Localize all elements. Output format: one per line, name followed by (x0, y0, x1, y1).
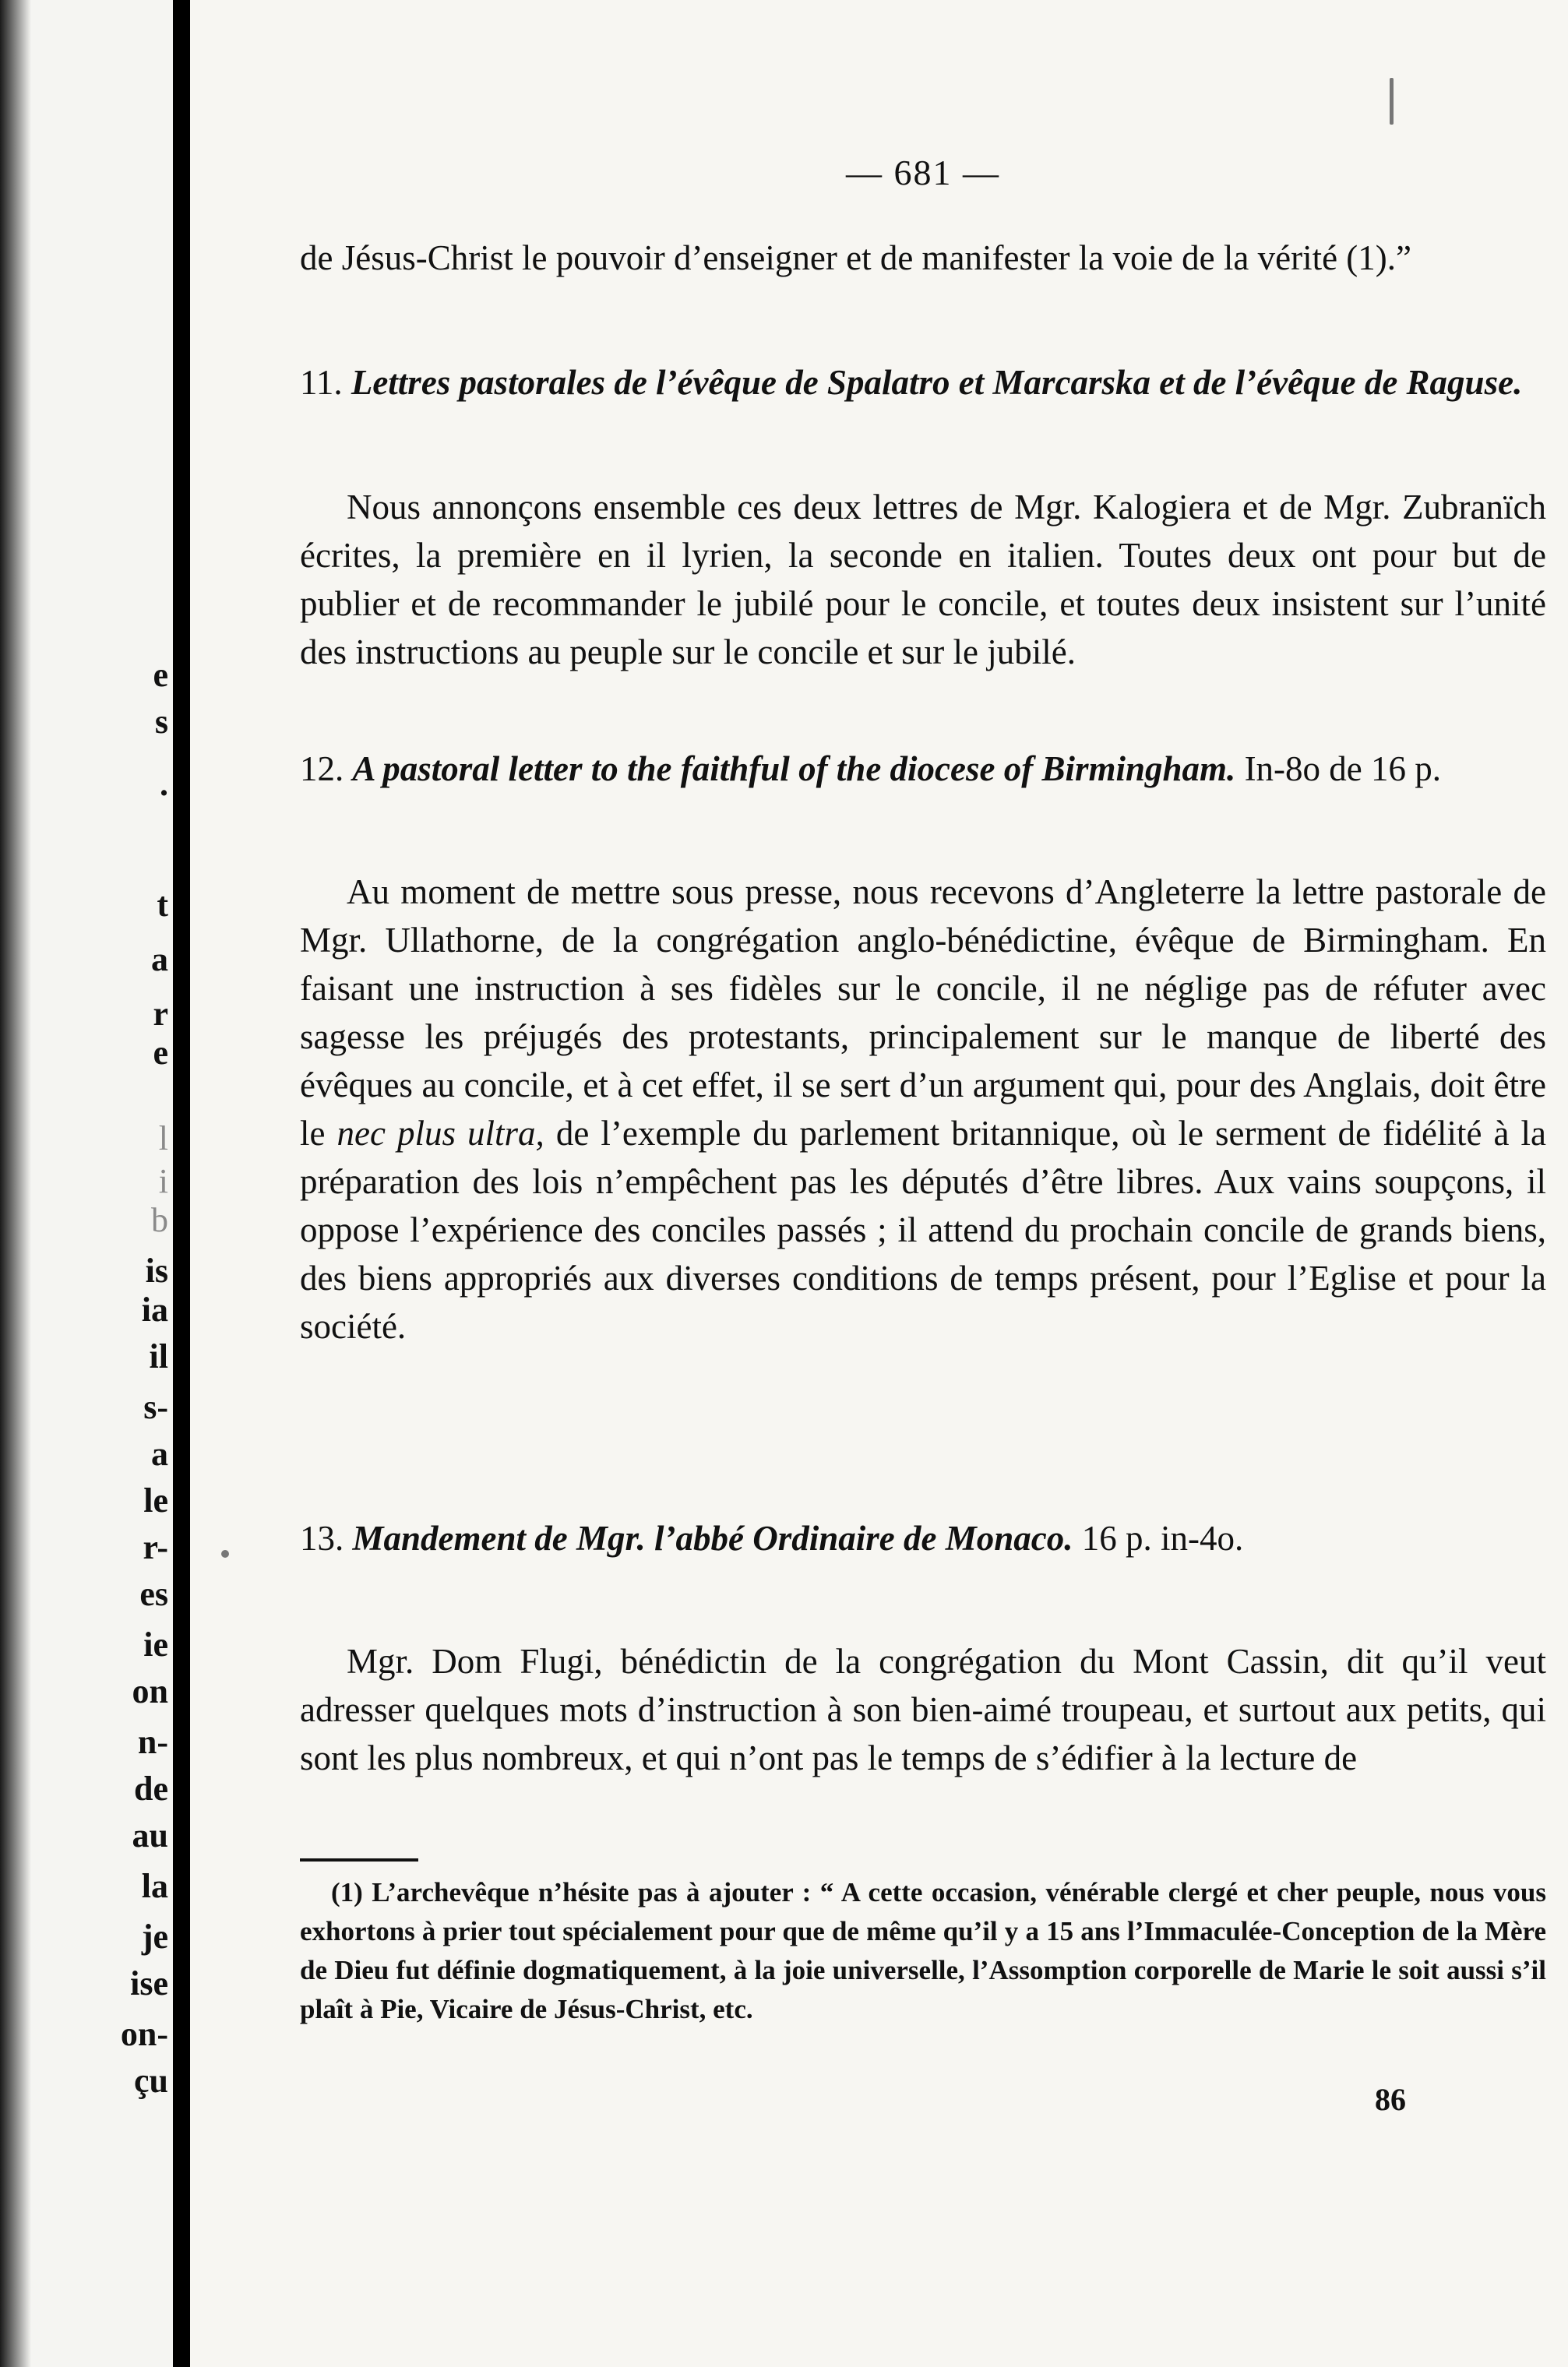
heading-item-13 (300, 1514, 1546, 1562)
footnote: (1) L’archevêque n’hésite pas à ajouter : “ A cette occasion, vénérable clergé et cher peuple, nous vous exhortons à prier tout spécialement pour que de même qu’il y a 15 ans l’Immaculée-Conception de la Mère de Dieu fut définie dogmatiquement, à la joie universelle, l’Assomption corporelle de Marie le soit aussi s’il plaît à Pie, Vicaire de Jésus-Christ, etc. (300, 1877, 1546, 2024)
item-title: Lettres pastorales de l’évêque de Spalatro et Marcarska et de l’évêque de Raguse. (351, 363, 1523, 402)
left-page-fragment: t (157, 886, 168, 924)
left-page-fragment: ise (130, 1964, 168, 2002)
left-page-fragment: ia (141, 1291, 168, 1329)
item-title: Mandement de Mgr. l’abbé Ordinaire de Monaco. (352, 1519, 1073, 1558)
left-page-fragment: au (132, 1816, 168, 1855)
left-page-fragment: is (145, 1252, 168, 1290)
left-page-fragment: de (134, 1770, 168, 1808)
left-page-fragment: a (151, 940, 168, 978)
item-format: 16 p. in-4o. (1073, 1519, 1244, 1558)
left-page-fragment: ie (143, 1626, 168, 1664)
page-number: — 681 — (846, 153, 1000, 192)
item-number: 12. (300, 749, 344, 788)
left-page-fragment: . (160, 765, 168, 803)
book-gutter (173, 0, 190, 2367)
left-page-fragment: b (151, 1201, 168, 1239)
heading-item-11 (300, 358, 1546, 407)
left-page-shadow (0, 0, 31, 2367)
scan-speck (221, 1550, 229, 1558)
left-page-fragment: l (158, 1119, 168, 1157)
paragraph-flugi: Mgr. Dom Flugi, bénédictin de la congrégation du Mont Cassin, dit qu’il veut adresser quelques mots d’instruction à son bien-aimé troupeau, et surtout aux petits, qui sont les plus nombreux, et qui n’ont pas le temps de s’édifier à la lecture de (300, 1642, 1546, 1777)
left-page-fragment: r (153, 995, 168, 1033)
left-page-fragment: la (141, 1867, 168, 1905)
left-page-fragment: le (143, 1481, 168, 1520)
latin-phrase: nec plus ultra, (337, 1114, 544, 1153)
item-number: 11. (300, 363, 343, 402)
left-page-fragment: on- (120, 2015, 168, 2053)
scan-speck (1390, 78, 1394, 125)
left-page-fragment: e (153, 656, 168, 694)
heading-item-12 (300, 745, 1546, 793)
left-page-fragment: n- (137, 1723, 168, 1761)
paragraph-kalogiera: Nous annonçons ensemble ces deux lettres de Mgr. Kalogiera et de Mgr. Zubranïch écrites, la première en il lyrien, la seconde en italien. Toutes deux ont pour but de publier et de recommander le jubilé pour le concile, et toutes deux insistent sur l’unité des instructions au peuple sur le concile et sur le jubilé. (300, 488, 1546, 671)
left-page-fragment: s- (143, 1388, 168, 1426)
left-page-fragment: es (139, 1575, 168, 1613)
left-page-fragment: il (149, 1337, 168, 1375)
item-number: 13. (300, 1519, 344, 1558)
paragraph-ullathorne: Au moment de mettre sous presse, nous recevons d’Angleterre la lettre pastorale de Mgr. Ullathorne, de la congrégation anglo-bénédictine, évêque de Birmingham. En faisant une instruction à ses fidèles sur le concile, il ne néglige pas de réfuter avec sagesse les préjugés des protestants, principalement sur le manque de liberté des évêques au concile, et à cet effet, il se sert d’un argument qui, pour des Anglais, doit être le nec plus ultra, de l’exemple du parlement britannique, où le serment de fidélité à la préparation des lois n’empêchent pas les députés d’être libres. Aux vains soupçons, il oppose l’expérience des conciles passés ; il attend du prochain concile de grands biens, des biens appropriés aux diverses conditions de temps présent, pour l’Eglise et pour la société. (300, 872, 1546, 1346)
footnote-rule (300, 1858, 418, 1862)
signature-mark: 86 (1375, 2082, 1406, 2117)
left-page-fragment: e (153, 1034, 168, 1072)
item-title: A pastoral letter to the faithful of the diocese of Birmingham. (352, 749, 1236, 788)
left-page-fragment: a (151, 1435, 168, 1473)
item-format: In-8o de 16 p. (1235, 749, 1442, 788)
left-page-fragment: i (158, 1162, 168, 1200)
left-page-fragment: r- (143, 1528, 168, 1566)
left-page-fragment: çu (134, 2062, 168, 2100)
left-page-fragment: on (132, 1672, 168, 1710)
left-page-fragment: s (154, 703, 168, 741)
main-page (190, 0, 1568, 2367)
paragraph-intro: de Jésus-Christ le pouvoir d’enseigner et de manifester la voie de la vérité (1).” (300, 238, 1411, 277)
left-page-fragment: je (141, 1918, 168, 1956)
